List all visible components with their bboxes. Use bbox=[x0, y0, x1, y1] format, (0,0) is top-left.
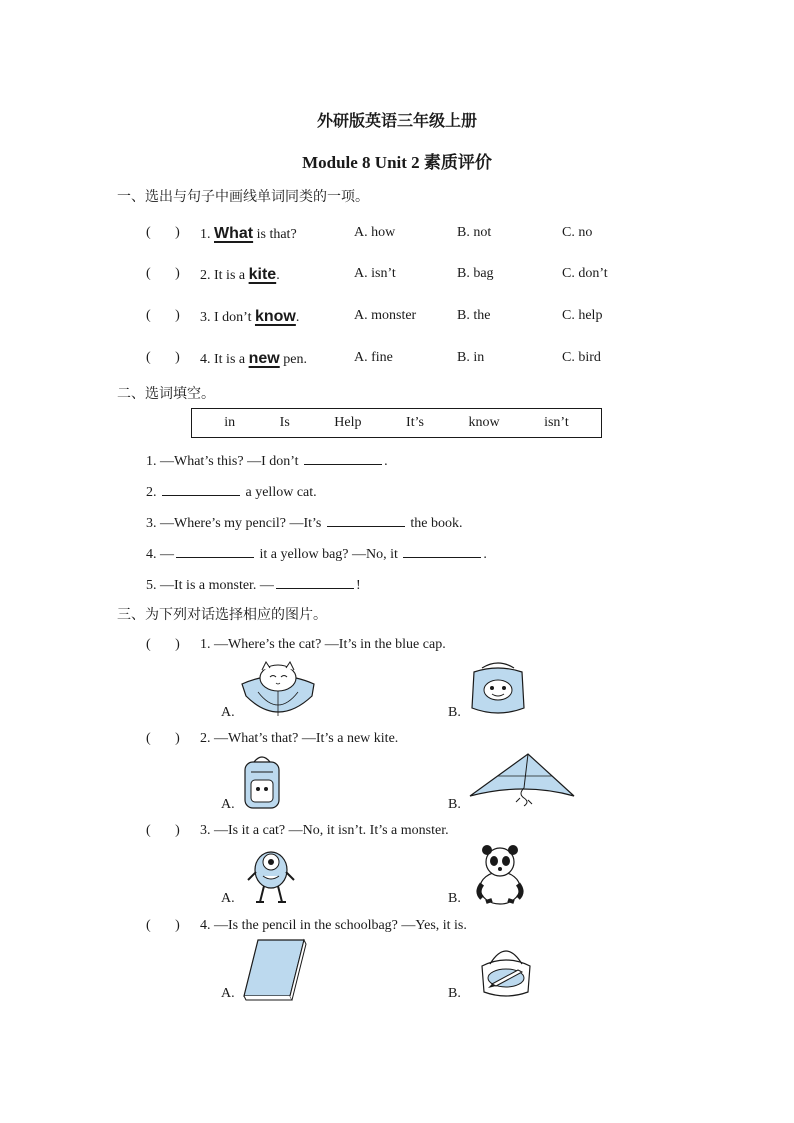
blank-field[interactable] bbox=[162, 481, 240, 496]
blank-field[interactable] bbox=[327, 512, 405, 527]
answer-bracket[interactable]: ( ) bbox=[146, 350, 180, 365]
option-c[interactable]: C. don’t bbox=[562, 266, 608, 281]
option-b[interactable]: B. the bbox=[457, 308, 491, 323]
question-stem: 4. It is a new pen. bbox=[200, 350, 307, 367]
dialogue-text: 1. —Where’s the cat? —It’s in the blue cap. bbox=[200, 637, 446, 652]
option-a[interactable]: A. fine bbox=[354, 350, 393, 365]
option-b[interactable]: B. not bbox=[457, 225, 492, 240]
option-a[interactable]: A. how bbox=[354, 225, 396, 240]
book-picture[interactable] bbox=[242, 938, 306, 1002]
blank-field[interactable] bbox=[276, 574, 354, 589]
answer-bracket[interactable]: ( ) bbox=[146, 731, 180, 746]
option-a-label[interactable]: A. bbox=[221, 986, 235, 1001]
schoolbag-picture[interactable] bbox=[242, 754, 282, 812]
option-c[interactable]: C. help bbox=[562, 308, 603, 323]
word-bank bbox=[191, 408, 602, 438]
underlined-word: What bbox=[214, 225, 254, 242]
fill-blank-item: 2. a yellow cat. bbox=[146, 481, 317, 501]
option-b-label[interactable]: B. bbox=[448, 891, 461, 906]
option-a-label[interactable]: A. bbox=[221, 891, 235, 906]
dialogue-text: 4. —Is the pencil in the schoolbag? —Yes, it is. bbox=[200, 918, 467, 933]
page-subtitle: Module 8 Unit 2 素质评价 bbox=[302, 153, 492, 172]
section3-heading: 三、为下列对话选择相应的图片。 bbox=[117, 607, 327, 623]
question-stem: 1. What is that? bbox=[200, 225, 297, 242]
underlined-word: new bbox=[248, 350, 280, 367]
option-b[interactable]: B. bag bbox=[457, 266, 494, 281]
word-bank-item: isn’t bbox=[544, 415, 569, 430]
blank-field[interactable] bbox=[176, 543, 254, 558]
option-a[interactable]: A. monster bbox=[354, 308, 417, 323]
cat-in-cap-picture[interactable] bbox=[238, 662, 318, 720]
panda-picture[interactable] bbox=[472, 844, 528, 906]
dialogue-text: 2. —What’s that? —It’s a new kite. bbox=[200, 731, 399, 746]
option-c[interactable]: C. no bbox=[562, 225, 593, 240]
blank-field[interactable] bbox=[304, 450, 382, 465]
pencil-in-bag-picture[interactable] bbox=[476, 942, 536, 1000]
fill-blank-item: 4. — it a yellow bag? —No, it . bbox=[146, 543, 487, 563]
fill-blank-item: 1. —What’s this? —I don’t . bbox=[146, 450, 388, 470]
option-c[interactable]: C. bird bbox=[562, 350, 601, 365]
option-b[interactable]: B. in bbox=[457, 350, 485, 365]
answer-bracket[interactable]: ( ) bbox=[146, 637, 180, 652]
bag-with-face-picture[interactable] bbox=[468, 662, 528, 718]
answer-bracket[interactable]: ( ) bbox=[146, 266, 180, 281]
monster-picture[interactable] bbox=[246, 846, 296, 906]
section2-heading: 二、选词填空。 bbox=[117, 386, 215, 402]
page-title: 外研版英语三年级上册 bbox=[316, 111, 477, 130]
answer-bracket[interactable]: ( ) bbox=[146, 823, 180, 838]
dialogue-text: 3. —Is it a cat? —No, it isn’t. It’s a monster. bbox=[200, 823, 449, 838]
word-bank-item: Is bbox=[279, 415, 290, 430]
option-a-label[interactable]: A. bbox=[221, 797, 235, 812]
option-a-label[interactable]: A. bbox=[221, 705, 235, 720]
word-bank-item: It’s bbox=[406, 415, 424, 430]
answer-bracket[interactable]: ( ) bbox=[146, 225, 180, 240]
fill-blank-item: 5. —It is a monster. — ! bbox=[146, 574, 361, 594]
word-bank-item: in bbox=[224, 415, 236, 430]
question-stem: 3. I don’t know. bbox=[200, 308, 300, 325]
option-b-label[interactable]: B. bbox=[448, 705, 461, 720]
section1-heading: 一、选出与句子中画线单词同类的一项。 bbox=[117, 189, 369, 205]
kite-picture[interactable] bbox=[468, 752, 576, 808]
answer-bracket[interactable]: ( ) bbox=[146, 918, 180, 933]
option-a[interactable]: A. isn’t bbox=[354, 266, 396, 281]
underlined-word: know bbox=[254, 308, 296, 325]
question-stem: 2. It is a kite. bbox=[200, 266, 280, 283]
answer-bracket[interactable]: ( ) bbox=[146, 308, 180, 323]
word-bank-item: know bbox=[468, 415, 500, 430]
option-b-label[interactable]: B. bbox=[448, 797, 461, 812]
blank-field[interactable] bbox=[403, 543, 481, 558]
option-b-label[interactable]: B. bbox=[448, 986, 461, 1001]
fill-blank-item: 3. —Where’s my pencil? —It’s the book. bbox=[146, 512, 462, 532]
word-bank-item: Help bbox=[334, 415, 362, 430]
underlined-word: kite bbox=[248, 266, 277, 283]
